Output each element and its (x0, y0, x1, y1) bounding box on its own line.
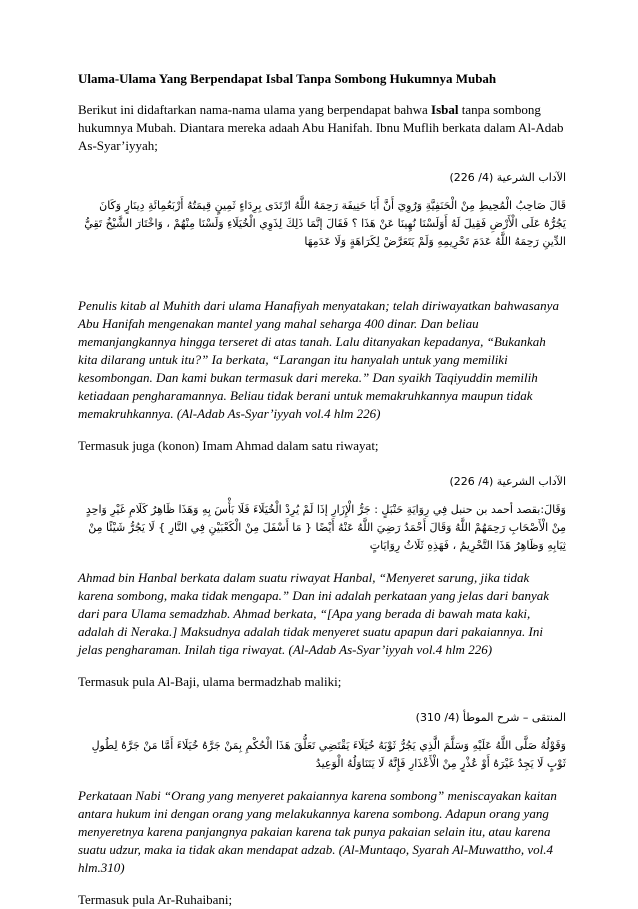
intro-paragraph (78, 101, 566, 155)
arabic-quote-3: وَقَوْلُهُ صَلَّى اللَّهُ عَلَيْهِ وَسَلَّمَ الَّذِي يَجُرُّ ثَوْبَهُ خُيَلَاءَ يَقْتَضِي تَعَلُّقَ هَذَا الْحُكْمِ بِمَنْ جَرَّهُ خُيَلَاءَ أَمَّا مَنْ جَرَّهُ لِطُولِ ثَوْبٍ لَا يَجِدُ غَيْرَهُ أَوْ عُذْرٍ مِنْ الْأَعْذَارِ فَإِنَّهُ لَا يَتَنَاوَلُهُ الْوَعِيدُ (91, 739, 566, 770)
translation-2: Ahmad bin Hanbal berkata dalam suatu riwayat Hanbal, “Menyeret sarung, jika tidak karena sombong, maka tidak mengapa.” Dan ini adalah perkataan yang jelas dari banyak dari para Ulama semadzhab. Ahmad berkata, “[Apa yang berada di bawah mata kaki, adalah di Neraka.] Maksudnya adalah tidak menyeret suatu apapun dari pakaiannya. Ini jelas pengharaman. Inilah tiga riwayat. (Al-Adab As-Syar’iyyah vol.4 hlm 226) (78, 570, 550, 657)
intro-text-start: Berikut ini didaftarkan nama-nama ulama yang berpendapat bahwa (78, 102, 432, 117)
document-page (78, 70, 566, 909)
section-intro-2: Termasuk juga (konon) Imam Ahmad dalam satu riwayat; (78, 438, 379, 453)
arabic-quote-2: وَقَالَ:بقصد أحمد بن حنبل فِي رِوَايَةِ حَنْبَلٍ : جَرُّ الْإِزَارِ إذَا لَمْ يُرِدْ الْخُيَلَاءَ فَلَا بَأْسَ بِهِ وَهَذَا ظَاهِرُ كَلَامِ غَيْرِ وَاحِدٍ مِنْ الْأَصْحَابِ رَحِمَهُمْ اللَّهُ وَقَالَ أَحْمَدُ رَضِيَ اللَّهُ عَنْهُ أَيْضًا { مَا أَسْفَلَ مِنْ الْكَعْبَيْنِ فِي النَّارِ } لَا يَجُرُّ شَيْئًا مِنْ ثِيَابِهِ وَظَاهِرُ هَذَا التَّحْرِيمُ ، فَهَذِهِ ثَلَاثُ رِوَايَاتٍ (85, 503, 566, 552)
source-reference-3: المنتقى – شرح الموطأ (4/ 310) (415, 711, 566, 724)
section-intro-3: Termasuk pula Al-Baji, ulama bermadzhab maliki; (78, 674, 342, 689)
document-title: Ulama-Ulama Yang Berpendapat Isbal Tanpa Sombong Hukumnya Mubah (78, 71, 497, 86)
section-intro-4: Termasuk pula Ar-Ruhaibani; (78, 892, 233, 907)
translation-1: Penulis kitab al Muhith dari ulama Hanafiyah menyatakan; telah diriwayatkan bahwasanya Abu Hanifah mengenakan mantel yang mahal seharga 400 dinar. Dan beliau memanjangkannya hingga terseret di atas tanah. Lalu ditanyakan kepadanya, “Bukankah kita dilarang untuk itu?” Ia berkata, “Larangan itu hanyalah untuk yang memiliki kesombongan. Dan kami bukan termasuk dari mereka.” Dan syaikh Taqiyuddin memilih ketiadaan pengharamannya. Beliau tidak berani untuk memakruhkannya maupun tidak memakruhkannya. (Al-Adab As-Syar’iyyah vol.4 hlm 226) (78, 298, 559, 421)
source-reference-1: الآداب الشرعية (4/ 226) (449, 171, 566, 184)
intro-text-end: tanpa sombong hukumnya Mubah. Diantara mereka adaah Abu Hanifah. Ibnu Muflih berkata dalam Al-Adab As-Syar’iyyah; (78, 102, 564, 153)
intro-bold-term: Isbal (431, 102, 459, 117)
arabic-quote-1: قَالَ صَاحِبُ الْمُحِيطِ مِنْ الْحَنَفِيَّةِ وَرُوِيَ أَنَّ أَبَا حَنِيفَة رَحِمَهُ اللَّهُ ارْتَدَى بِرِدَاءٍ ثَمِينٍ قِيمَتُهُ أَرْبَعُمِائَةِ دِينَارٍ وَكَانَ يَجُرُّهُ عَلَى الْأَرْضِ فَقِيلَ لَهُ أَوَلَسْنَا نُهِينَا عَنْ هَذَا ؟ فَقَالَ إنَّمَا ذَلِكَ لِذَوِي الْخُيَلَاءِ وَلَسْنَا مِنْهُمْ ، وَاخْتَارَ الشَّيْخُ تَقِيُّ الدِّينِ رَحِمَهُ اللَّهُ عَدَمَ تَحْرِيمِهِ وَلَمْ يَتَعَرَّضْ لِكَرَاهَةٍ وَلَا عَدَمِهَا (84, 199, 566, 248)
source-reference-2: الآداب الشرعية (4/ 226) (449, 475, 566, 488)
translation-3: Perkataan Nabi “Orang yang menyeret pakaiannya karena sombong” meniscayakan kaitan antara hukum ini dengan orang yang melakukannya karena sombong. Adapun orang yang menyeretnya karena panjangnya pakaian karena tak punya pakaian selain itu, atau karena suatu udzur, maka ia tidak akan mendapat adzab. (Al-Muntaqo, Syarah Al-Muwattho, vol.4 hlm.310) (78, 788, 557, 875)
